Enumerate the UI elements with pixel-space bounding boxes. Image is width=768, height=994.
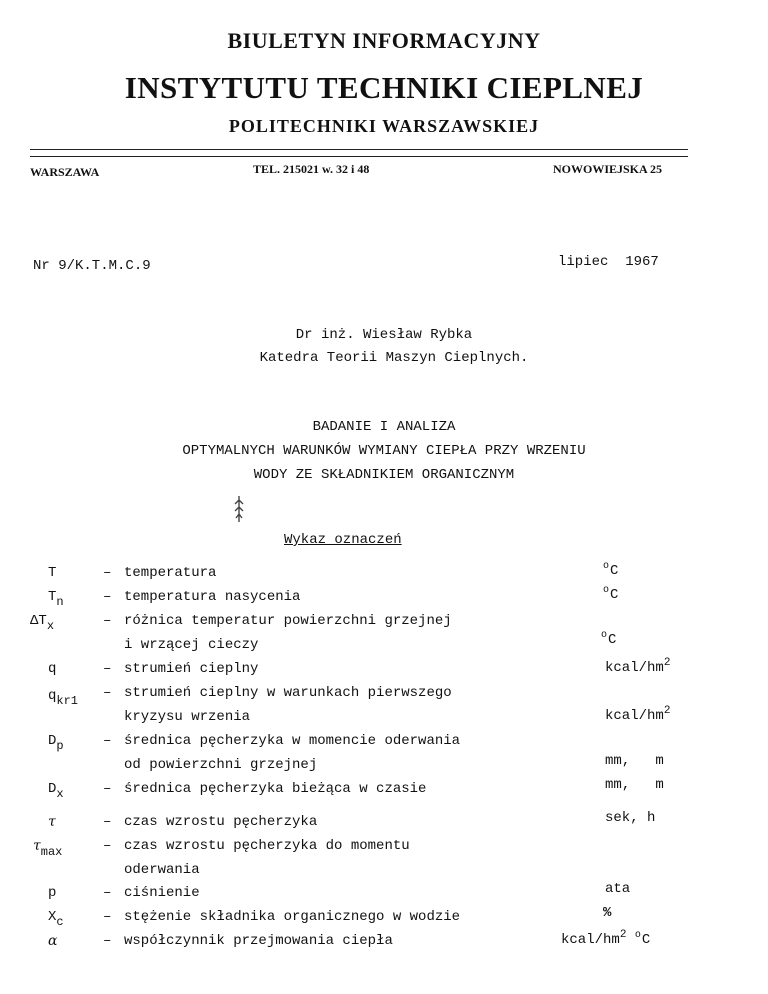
symbol-tau: τ: [48, 814, 56, 830]
header-phone: TEL. 215021 w. 32 i 48: [253, 162, 370, 176]
paper-title-line3: WODY ZE SKŁADNIKIEM ORGANICZNYM: [253, 467, 515, 483]
symbol-qkr1: $q_{kr1}$: [48, 688, 79, 708]
description-Dp-2: od powierzchni grzejnej: [124, 757, 318, 773]
unit-delta-Tx: $^o$C: [601, 630, 617, 648]
description-tau-max-1: czas wzrostu pęcherzyka do momentu: [124, 838, 410, 854]
symbol-T: T: [48, 565, 57, 581]
row-dash: –: [103, 885, 112, 901]
bulletin-title-line2: INSTYTUTU TECHNIKI CIEPLNEJ: [124, 70, 644, 105]
description-tau: czas wzrostu pęcherzyka: [124, 814, 318, 830]
description-qkr1-1: strumień cieplny w warunkach pierwszego: [124, 685, 452, 701]
header-rule-bottom: [30, 156, 688, 157]
symbol-Dx: $D_x$: [48, 781, 64, 801]
header-address: NOWOWIEJSKA 25: [553, 162, 663, 176]
description-Tn: temperatura nasycenia: [124, 589, 301, 605]
row-dash: –: [103, 814, 112, 830]
description-delta-Tx-2: i wrzącej cieczy: [124, 637, 259, 653]
unit-p: ata: [605, 881, 631, 897]
symbol-alpha: α: [48, 933, 58, 949]
header-city: WARSZAWA: [30, 165, 100, 179]
bulletin-title-line1: BIULETYN INFORMACYJNY: [227, 28, 541, 53]
unit-tau: sek, h: [605, 810, 656, 826]
unit-Xc: %: [603, 905, 612, 921]
row-dash: –: [103, 733, 112, 749]
description-alpha: współczynnik przejmowania ciepła: [124, 933, 393, 949]
unit-q: kcal/$hm^2$: [605, 657, 671, 676]
header-rule-top: [30, 149, 688, 150]
symbol-p: p: [48, 885, 57, 901]
row-dash: –: [103, 589, 112, 605]
description-delta-Tx-1: różnica temperatur powierzchni grzejnej: [124, 613, 452, 629]
description-Dx: średnica pęcherzyka bieżąca w czasie: [124, 781, 427, 797]
unit-alpha: kcal/$hm^2$ $^o$C: [561, 929, 651, 948]
unit-T: $^o$C: [603, 561, 619, 579]
description-q: strumień cieplny: [124, 661, 259, 677]
symbol-Dp: $D_p$: [48, 733, 64, 753]
description-T: temperatura: [124, 565, 217, 581]
row-dash: –: [103, 933, 112, 949]
row-dash: –: [103, 613, 112, 629]
description-p: ciśnienie: [124, 885, 200, 901]
symbol-delta-Tx: $\Delta T_x$: [30, 613, 55, 633]
row-dash: –: [103, 685, 112, 701]
paper-title-line1: BADANIE I ANALIZA: [312, 419, 456, 435]
section-heading: Wykaz oznaczeń: [284, 532, 402, 548]
description-tau-max-2: oderwania: [124, 862, 200, 878]
symbol-q: q: [48, 661, 57, 677]
symbol-tau-max: $\tau_{max}$: [33, 838, 63, 859]
row-dash: –: [103, 838, 112, 854]
bulletin-title-line3: POLITECHNIKI WARSZAWSKIEJ: [228, 116, 540, 136]
row-dash: –: [103, 565, 112, 581]
unit-Tn: $^o$C: [603, 585, 619, 603]
description-Dp-1: średnica pęcherzyka w momencie oderwania: [124, 733, 461, 749]
row-dash: –: [103, 661, 112, 677]
document-number: Nr 9/K.T.M.C.9: [33, 258, 151, 274]
symbol-Tn: $T_n$: [48, 589, 64, 609]
unit-Dp: mm, m: [605, 753, 664, 769]
symbol-Xc: $X_c$: [48, 909, 64, 929]
unit-Dx: mm, m: [605, 777, 664, 793]
ornament-icon: [232, 494, 246, 524]
description-qkr1-2: kryzysu wrzenia: [124, 709, 251, 725]
document-date: lipiec 1967: [558, 254, 659, 270]
unit-qkr1: kcal/$hm^2$: [605, 705, 671, 724]
author-name: Dr inż. Wiesław Rybka: [295, 327, 473, 343]
row-dash: –: [103, 909, 112, 925]
author-department: Katedra Teorii Maszyn Cieplnych.: [259, 350, 529, 366]
description-Xc: stężenie składnika organicznego w wodzie: [124, 909, 461, 925]
paper-title-line2: OPTYMALNYCH WARUNKÓW WYMIANY CIEPŁA PRZY WRZENIU: [182, 443, 586, 459]
row-dash: –: [103, 781, 112, 797]
